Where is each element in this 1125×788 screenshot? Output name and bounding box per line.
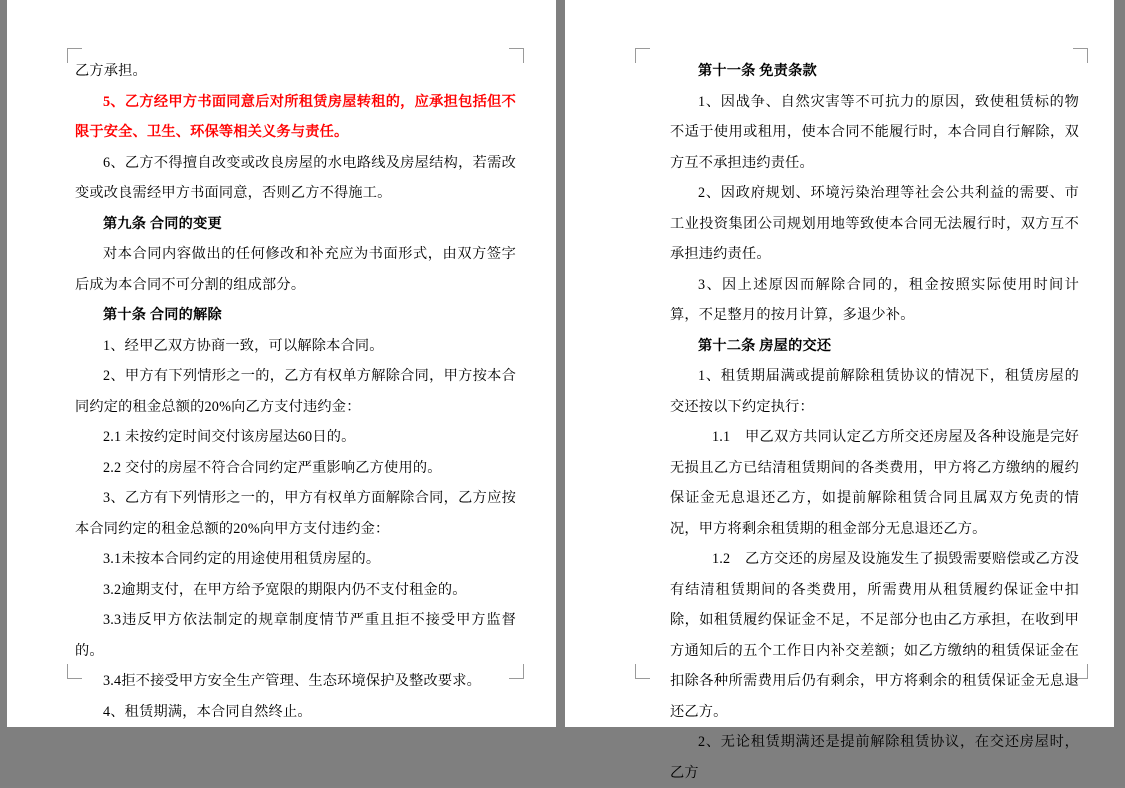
paragraph: 3.3违反甲方依法制定的规章制度情节严重且拒不接受甲方监督的。 — [75, 612, 516, 659]
paragraph: 4、租赁期满，本合同自然终止。 — [103, 703, 312, 720]
paragraph: 2、因政府规划、环境污染治理等社会公共利益的需要、市工业投资集团公司规划用地等致使本合同无法履行时，双方互不承担违约责任。 — [670, 185, 1079, 262]
crop-mark-top-left — [635, 48, 650, 63]
crop-mark-bottom-left — [635, 664, 650, 679]
paragraph: 1、租赁期届满或提前解除租赁协议的情况下，租赁房屋的交还按以下约定执行： — [670, 368, 1079, 415]
page-text-body-right — [670, 56, 1079, 788]
paragraph: 2、甲方有下列情形之一的，乙方有权单方解除合同，甲方按本合同约定的租金总额的20%向乙方支付违约金： — [75, 368, 516, 415]
paragraph: 1、经甲乙双方协商一致，可以解除本合同。 — [103, 337, 384, 354]
section-heading: 第十条 合同的解除 — [103, 307, 222, 323]
paragraph: 1.2 乙方交还的房屋及设施发生了损毁需要赔偿或乙方没有结清租赁期间的各类费用，所需费用从租赁履约保证金中扣除，如租赁履约保证金不足，不足部分也由乙方承担，在收到甲方通知后的五个工作日内补交差额；如乙方缴纳的租赁保证金在扣除各种所需费用后仍有剩余，甲方将剩余的租赁保证金无息退还乙方。 — [670, 551, 1079, 720]
paragraph: 3.2逾期支付，在甲方给予宽限的期限内仍不支付租金的。 — [103, 581, 467, 598]
paragraph: 3.4拒不接受甲方安全生产管理、生态环境保护及整改要求。 — [103, 673, 482, 689]
paragraph: 6、乙方不得擅自改变或改良房屋的水电路线及房屋结构，若需改变或改良需经甲方书面同意，否则乙方不得施工。 — [75, 154, 516, 201]
paragraph-highlighted: 5、乙方经甲方书面同意后对所租赁房屋转租的，应承担包括但不限于安全、卫生、环保等相关义务与责任。 — [75, 93, 516, 140]
section-heading: 第九条 合同的变更 — [103, 215, 222, 232]
paragraph: 3、乙方有下列情形之一的，甲方有权单方面解除合同，乙方应按本合同约定的租金总额的20%向甲方支付违约金： — [75, 490, 516, 537]
paragraph: 1.1 甲乙双方共同认定乙方所交还房屋及各种设施是完好无损且乙方已结清租赁期间的各类费用，甲方将乙方缴纳的履约保证金无息退还乙方，如提前解除租赁合同且属双方免责的情况，甲方将剩余租赁期的租金部分无息退还乙方。 — [670, 429, 1079, 537]
document-page-left — [7, 0, 556, 727]
paragraph: 3.1未按本合同约定的用途使用租赁房屋的。 — [103, 551, 381, 567]
paragraph: 2、无论租赁期满还是提前解除租赁协议，在交还房屋时，乙方 — [670, 734, 1079, 781]
paragraph: 3、因上述原因而解除合同的，租金按照实际使用时间计算，不足整月的按月计算，多退少补。 — [670, 276, 1079, 323]
page-text-body-left — [75, 56, 516, 727]
paragraph: 2.2 交付的房屋不符合合同约定严重影响乙方使用的。 — [103, 459, 442, 476]
section-heading: 第十一条 免责条款 — [698, 63, 817, 79]
paragraph: 乙方承担。 — [75, 63, 147, 79]
paragraph: 1、因战争、自然灾害等不可抗力的原因，致使租赁标的物不适于使用或租用，使本合同不能履行时，本合同自行解除，双方互不承担违约责任。 — [670, 93, 1079, 171]
document-page-right — [565, 0, 1114, 781]
paragraph: 对本合同内容做出的任何修改和补充应为书面形式，由双方签字后成为本合同不可分割的组成部分。 — [75, 246, 516, 293]
section-heading: 第十二条 房屋的交还 — [698, 337, 832, 354]
paragraph: 2.1 未按约定时间交付该房屋达60日的。 — [103, 429, 356, 445]
